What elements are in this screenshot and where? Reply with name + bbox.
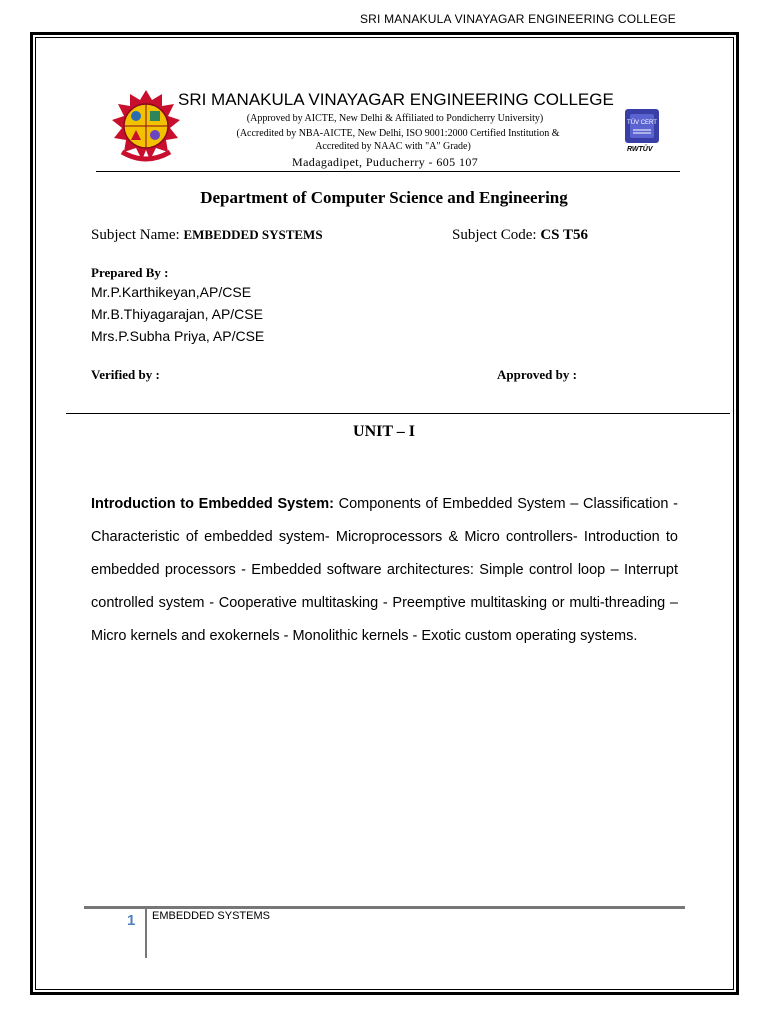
syllabus-paragraph	[91, 488, 678, 653]
prepared-by-label: Prepared By :	[91, 265, 169, 280]
running-header: SRI MANAKULA VINAYAGAR ENGINEERING COLLEGE	[359, 12, 676, 26]
cert-label: RWTÜV	[627, 146, 653, 153]
affiliation-line-2: (Accredited by NBA-AICTE, New Delhi, ISO 9001:2000 Certified Institution &	[236, 128, 560, 139]
tuv-cert-badge-icon	[624, 108, 660, 144]
preparer-name: Mrs.P.Subha Priya, AP/CSE	[91, 328, 265, 344]
department-title-text: Department of Computer Science and Engineering	[200, 188, 568, 207]
subject-code-value: CS T56	[540, 227, 588, 243]
college-name: SRI MANAKULA VINAYAGAR ENGINEERING COLLEGE	[178, 90, 614, 109]
department-title	[0, 188, 768, 208]
subject-name	[91, 227, 323, 244]
college-address: Madagadipet, Puducherry - 605 107	[292, 155, 479, 169]
footer-vertical-divider	[145, 908, 147, 958]
preparer-name: Mr.B.Thiyagarajan, AP/CSE	[91, 306, 263, 322]
subject-code	[452, 227, 588, 244]
footer-text: EMBEDDED SYSTEMS	[152, 910, 270, 922]
college-emblem-icon	[108, 86, 184, 166]
affiliation-line-1: (Approved by AICTE, New Delhi & Affiliated to Pondicherry University)	[246, 113, 544, 124]
subject-name-label: Subject Name:	[91, 227, 184, 243]
letterhead-divider	[96, 171, 680, 172]
approved-by-label: Approved by :	[497, 367, 577, 382]
footer-divider	[84, 906, 685, 909]
affiliation-line-3: Accredited by NAAC with "A" Grade)	[315, 141, 471, 152]
unit-title: UNIT – I	[353, 423, 415, 440]
syllabus-body: Components of Embedded System – Classification - Characteristic of embedded system- Microprocessors & Micro controllers- Introduction to embedded processors - Embedded software architectures: Simple control loop – Interrupt controlled system - Cooperative multitasking - Preemptive multitasking or multi-threading – Micro kernels and exokernels - Monolithic kernels - Exotic custom operating systems.	[91, 496, 678, 644]
syllabus-lead: Introduction to Embedded System:	[91, 496, 334, 512]
page-number: 1	[127, 912, 136, 929]
subject-name-value: EMBEDDED SYSTEMS	[183, 227, 323, 242]
subject-code-label: Subject Code:	[452, 227, 541, 243]
cert-badge-text: TÜV CERT	[627, 120, 657, 126]
preparer-name: Mr.P.Karthikeyan,AP/CSE	[91, 284, 252, 300]
verified-by-label: Verified by :	[91, 367, 160, 382]
section-divider	[66, 413, 730, 414]
